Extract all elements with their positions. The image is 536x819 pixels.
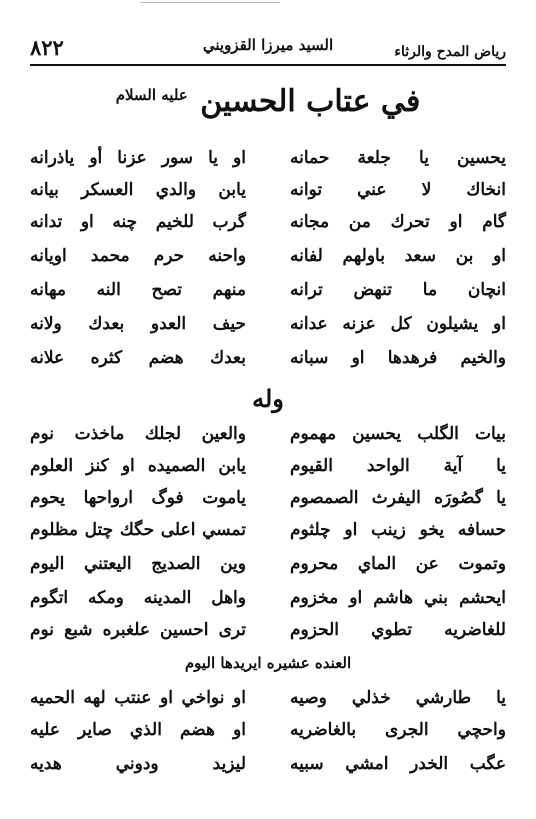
running-book-title: رياض المدح والرثاء bbox=[394, 44, 506, 60]
honorific-text: عليه السلام bbox=[115, 86, 188, 104]
first-hemistich: گام او تحرك من مجانه bbox=[290, 212, 506, 232]
second-hemistich: او نواخي او عنتب لهه الحميه bbox=[30, 688, 246, 708]
verse-line bbox=[30, 456, 506, 486]
first-hemistich: او يشيلون كل عزنه عدانه bbox=[290, 314, 506, 334]
first-hemistich: عگب الخدر امشي سبيه bbox=[290, 754, 506, 774]
page-number: ٨٢٢ bbox=[30, 35, 64, 60]
second-hemistich: منهم تصح النه مهانه bbox=[30, 280, 246, 300]
second-hemistich: حيف العدو بعدك ولانه bbox=[30, 314, 246, 334]
second-hemistich: او يا سور عزنا أو ياذرانه bbox=[30, 148, 246, 168]
second-hemistich: وين الصديج اليعتني اليوم bbox=[30, 554, 246, 574]
second-hemistich: گرب للخيم چنه او تدانه bbox=[30, 212, 246, 232]
verse-line bbox=[30, 148, 506, 178]
first-hemistich: يحسين يا جلعة حمانه bbox=[290, 148, 506, 168]
first-hemistich: ايحشم بني هاشم او مخزوم bbox=[290, 588, 506, 608]
verse-line bbox=[30, 620, 506, 650]
running-author: السيد ميرزا القزويني bbox=[202, 36, 334, 54]
second-hemistich: يابن والدي العسكر بيانه bbox=[30, 180, 246, 200]
verse-line bbox=[30, 720, 506, 750]
refrain-line: العنده عشيره ايريدها اليوم bbox=[184, 654, 352, 672]
verse-line bbox=[30, 180, 506, 210]
second-hemistich: بعدك هضم كثره علانه bbox=[30, 348, 246, 368]
verse-line bbox=[30, 246, 506, 276]
second-hemistich: يابن الصميده او كنز العلوم bbox=[30, 456, 246, 476]
first-hemistich: يا طارشي خذلي وصيه bbox=[290, 688, 506, 708]
second-hemistich: ليزيد ودوني هديه bbox=[30, 754, 246, 774]
verse-line bbox=[30, 554, 506, 584]
verse-line bbox=[30, 754, 506, 784]
first-hemistich: واحچي الجرى بالغاضريه bbox=[290, 720, 506, 740]
first-hemistich: بيات الگلب يحسين مهموم bbox=[290, 424, 506, 444]
verse-line bbox=[30, 314, 506, 344]
first-hemistich: والخيم فرهدها او سبانه bbox=[290, 348, 506, 368]
first-hemistich: يا آية الواحد القيوم bbox=[290, 456, 506, 476]
header-rule bbox=[30, 64, 506, 66]
verse-line bbox=[30, 280, 506, 310]
verse-line bbox=[30, 424, 506, 454]
first-hemistich: وتموت عن الماي محروم bbox=[290, 554, 506, 574]
second-hemistich: ترى احسين علغبره شبع نوم bbox=[30, 620, 246, 640]
first-hemistich: يا گصُورَه اليفرث الصمصوم bbox=[290, 488, 506, 508]
poem-title-text: في عتاب الحسين bbox=[200, 84, 421, 119]
first-hemistich: للغاضريه تطوي الحزوم bbox=[290, 620, 506, 640]
verse-line bbox=[30, 348, 506, 378]
second-hemistich: واهل المدينه ومكه اتگوم bbox=[30, 588, 246, 608]
second-hemistich: تمسي اعلى حگك چتل مظلوم bbox=[30, 520, 246, 540]
second-hemistich: ياموت فوگ ارواحها يحوم bbox=[30, 488, 246, 508]
verse-line bbox=[30, 212, 506, 242]
first-hemistich: انچان ما تنهض ترانه bbox=[290, 280, 506, 300]
verse-line bbox=[30, 488, 506, 518]
second-hemistich: واحنه حرم محمد اويانه bbox=[30, 246, 246, 266]
second-hemistich: والعين لجلك ماخذت نوم bbox=[30, 424, 246, 444]
verse-line bbox=[30, 688, 506, 718]
second-hemistich: او هضم الذي صاير عليه bbox=[30, 720, 246, 740]
first-hemistich: حسافه يخو زينب او چلثوم bbox=[290, 520, 506, 540]
verse-line bbox=[30, 588, 506, 618]
verse-line bbox=[30, 520, 506, 550]
poem-title bbox=[30, 84, 506, 128]
first-hemistich: انخاك لا عني توانه bbox=[290, 180, 506, 200]
first-hemistich: او بن سعد باولهم لفانه bbox=[290, 246, 506, 266]
section-heading: وله bbox=[252, 384, 284, 413]
top-scan-line bbox=[140, 2, 280, 3]
